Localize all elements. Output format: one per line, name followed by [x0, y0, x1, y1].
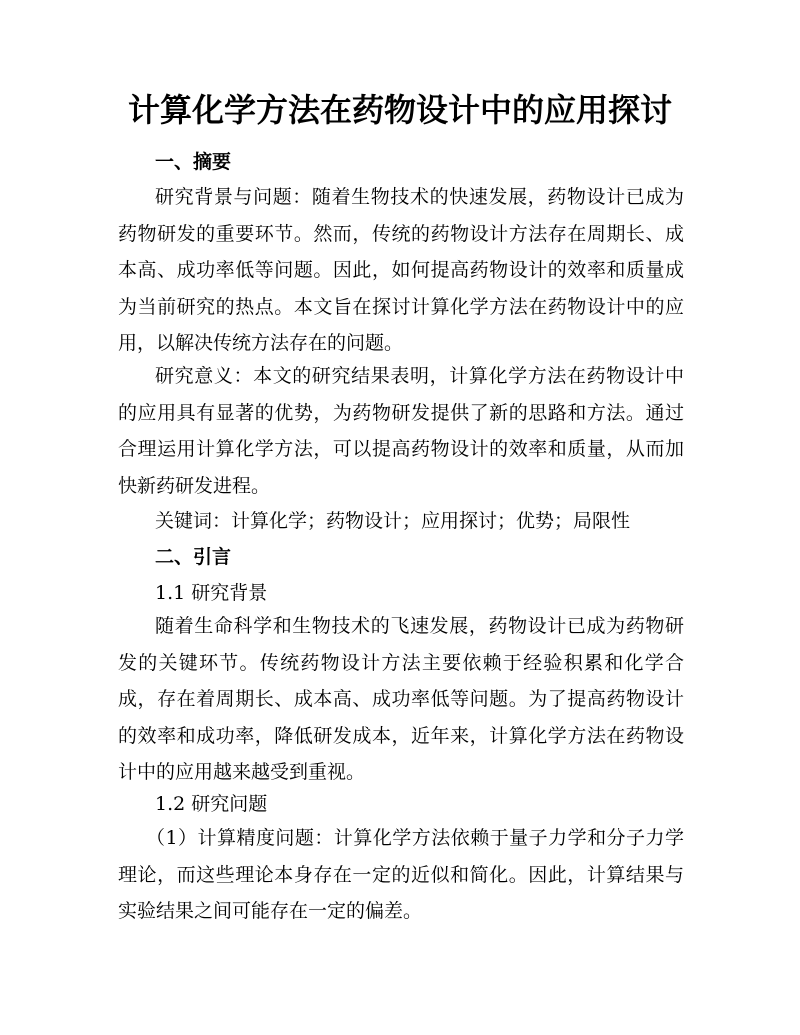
document-title: 计算化学方法在药物设计中的应用探讨	[127, 91, 672, 129]
intro-paragraph-background: 随着生命科学和生物技术的飞速发展，药物设计已成为药物研发的关键环节。传统药物设计方法主要依赖于经验积累和化学合成，存在着周期长、成本高、成功率低等问题。为了提高药物设计的效率和成功率，降低研发成本，近年来，计算化学方法在药物设计中的应用越来越受到重视。	[118, 615, 684, 784]
intro-paragraph-precision-problem: （1）计算精度问题：计算化学方法依赖于量子力学和分子力学理论，而这些理论本身存在一定的近似和简化。因此，计算结果与实验结果之间可能存在一定的偏差。	[118, 827, 684, 923]
abstract-paragraph-background: 研究背景与问题：随着生物技术的快速发展，药物设计已成为药物研发的重要环节。然而，传统的药物设计方法存在周期长、成本高、成功率低等问题。因此，如何提高药物设计的效率和质量成为当前研究的热点。本文旨在探讨计算化学方法在药物设计中的应用，以解决传统方法存在的问题。	[118, 186, 684, 355]
subsection-heading-problem: 1.2 研究问题	[155, 793, 268, 815]
keywords-line: 关键词：计算化学；药物设计；应用探讨；优势；局限性	[155, 510, 631, 532]
section-heading-introduction: 二、引言	[155, 546, 232, 568]
subsection-heading-background: 1.1 研究背景	[155, 582, 268, 604]
abstract-paragraph-significance: 研究意义：本文的研究结果表明，计算化学方法在药物设计中的应用具有显著的优势，为药物研发提供了新的思路和方法。通过合理运用计算化学方法，可以提高药物设计的效率和质量，从而加快新药研发进程。	[118, 365, 684, 497]
section-heading-abstract: 一、摘要	[155, 151, 232, 173]
